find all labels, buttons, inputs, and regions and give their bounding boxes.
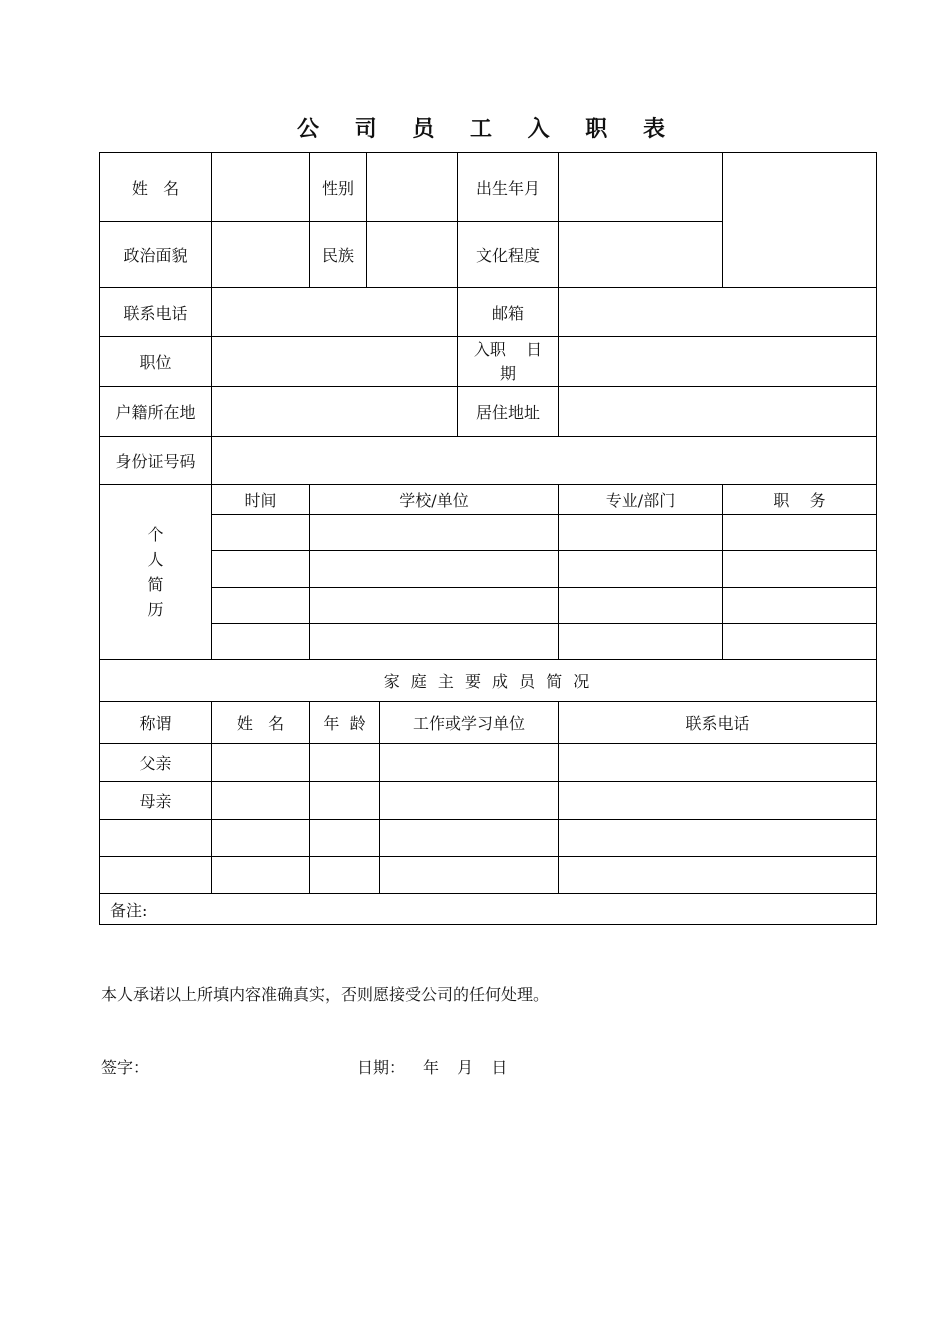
resume-school-cell[interactable]: [310, 515, 559, 551]
resume-row: [100, 515, 877, 551]
education-field[interactable]: [559, 222, 723, 288]
family-row: [100, 820, 877, 857]
join-date-label: [458, 337, 559, 387]
ethnicity-field[interactable]: [367, 222, 458, 288]
family-row: [100, 782, 877, 820]
family-header-relation: 称谓: [100, 702, 212, 744]
gender-field[interactable]: [367, 153, 458, 222]
family-relation-cell: 父亲: [100, 744, 212, 782]
political-status-label: 政治面貌: [100, 222, 212, 288]
resume-section-label-text: 个人简历: [147, 525, 164, 619]
name-field[interactable]: [212, 153, 310, 222]
page-title: 公 司 员 工 入 职 表: [297, 117, 679, 142]
resume-row: [100, 624, 877, 660]
birth-date-label: 出生年月: [458, 153, 559, 222]
family-name-cell[interactable]: [212, 857, 310, 894]
family-age-cell[interactable]: [310, 820, 380, 857]
photo-box[interactable]: [723, 153, 877, 288]
resume-header-major: 专业/部门: [559, 485, 723, 515]
id-number-label: 身份证号码: [100, 437, 212, 485]
pledge-statement: 本人承诺以上所填内容准确真实，否则愿接受公司的任何处理。: [101, 985, 550, 1004]
resume-duty-cell[interactable]: [723, 551, 877, 588]
resume-major-cell[interactable]: [559, 515, 723, 551]
education-label: 文化程度: [458, 222, 559, 288]
resume-major-cell[interactable]: [559, 551, 723, 588]
family-relation-cell[interactable]: [100, 857, 212, 894]
family-phone-cell[interactable]: [559, 744, 877, 782]
resume-duty-cell[interactable]: [723, 624, 877, 660]
resume-school-cell[interactable]: [310, 551, 559, 588]
family-age-cell[interactable]: [310, 744, 380, 782]
resume-school-cell[interactable]: [310, 624, 559, 660]
household-field[interactable]: [212, 387, 458, 437]
position-field[interactable]: [212, 337, 458, 387]
family-section-title: [100, 660, 877, 702]
resume-header-time: 时间: [212, 485, 310, 515]
family-header-age: 年 龄: [310, 702, 380, 744]
family-header-name: 姓 名: [212, 702, 310, 744]
family-unit-cell[interactable]: [380, 857, 559, 894]
birth-date-field[interactable]: [559, 153, 723, 222]
household-label: 户籍所在地: [100, 387, 212, 437]
family-phone-cell[interactable]: [559, 857, 877, 894]
signature-label: 签字：: [101, 1058, 150, 1077]
resume-school-cell[interactable]: [310, 588, 559, 624]
family-phone-cell[interactable]: [559, 820, 877, 857]
resume-duty-cell[interactable]: [723, 588, 877, 624]
family-name-cell[interactable]: [212, 744, 310, 782]
remarks-field[interactable]: [100, 894, 877, 925]
resume-header-duty: 职 务: [723, 485, 877, 515]
family-age-cell[interactable]: [310, 857, 380, 894]
family-section-title-text: 家 庭 主 要 成 员 简 况: [383, 672, 593, 691]
family-row: [100, 857, 877, 894]
resume-major-cell[interactable]: [559, 588, 723, 624]
date-parts: 年 月 日: [423, 1058, 508, 1077]
family-name-cell[interactable]: [212, 820, 310, 857]
family-phone-cell[interactable]: [559, 782, 877, 820]
remarks-label: 备注:: [110, 900, 148, 920]
email-field[interactable]: [559, 288, 877, 337]
resume-duty-cell[interactable]: [723, 515, 877, 551]
phone-field[interactable]: [212, 288, 458, 337]
resume-header-school: 学校/单位: [310, 485, 559, 515]
name-label: 姓 名: [100, 153, 212, 222]
email-label: 邮箱: [458, 288, 559, 337]
family-relation-cell[interactable]: [100, 820, 212, 857]
ethnicity-label: 民族: [310, 222, 367, 288]
resume-time-cell[interactable]: [212, 551, 310, 588]
join-date-field[interactable]: [559, 337, 877, 387]
family-header-unit: 工作或学习单位: [380, 702, 559, 744]
date-label: 日期：: [357, 1058, 406, 1077]
join-date-label-text: 入职 日期: [473, 339, 543, 383]
residence-field[interactable]: [559, 387, 877, 437]
family-unit-cell[interactable]: [380, 782, 559, 820]
family-relation-cell: 母亲: [100, 782, 212, 820]
family-name-cell[interactable]: [212, 782, 310, 820]
gender-label: 性别: [310, 153, 367, 222]
political-status-field[interactable]: [212, 222, 310, 288]
residence-label: 居住地址: [458, 387, 559, 437]
employee-entry-form: [99, 152, 877, 925]
family-unit-cell[interactable]: [380, 744, 559, 782]
position-label: 职位: [100, 337, 212, 387]
family-header-phone: 联系电话: [559, 702, 877, 744]
resume-time-cell[interactable]: [212, 624, 310, 660]
phone-label: 联系电话: [100, 288, 212, 337]
resume-major-cell[interactable]: [559, 624, 723, 660]
resume-time-cell[interactable]: [212, 588, 310, 624]
resume-row: [100, 588, 877, 624]
resume-time-cell[interactable]: [212, 515, 310, 551]
id-number-field[interactable]: [212, 437, 877, 485]
resume-row: [100, 551, 877, 588]
family-age-cell[interactable]: [310, 782, 380, 820]
family-unit-cell[interactable]: [380, 820, 559, 857]
family-row: [100, 744, 877, 782]
resume-section-label: [100, 485, 212, 660]
